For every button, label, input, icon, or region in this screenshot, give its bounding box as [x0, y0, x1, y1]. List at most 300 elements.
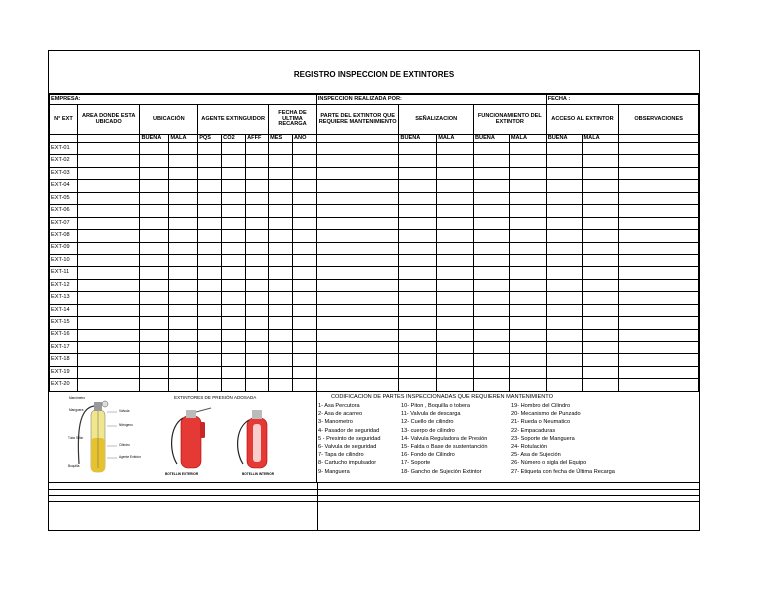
table-cell[interactable] — [399, 167, 437, 179]
table-cell[interactable] — [169, 155, 198, 167]
table-cell[interactable] — [546, 279, 582, 291]
table-cell[interactable] — [509, 254, 546, 266]
table-cell[interactable] — [582, 180, 619, 192]
table-cell[interactable] — [582, 217, 619, 229]
table-cell[interactable] — [546, 192, 582, 204]
table-cell[interactable] — [246, 342, 269, 354]
table-cell[interactable] — [509, 366, 546, 378]
table-cell[interactable] — [293, 242, 317, 254]
table-cell[interactable] — [437, 143, 474, 155]
table-cell[interactable] — [140, 217, 169, 229]
table-cell[interactable] — [619, 317, 699, 329]
table-cell[interactable] — [169, 143, 198, 155]
table-cell[interactable] — [293, 342, 317, 354]
table-cell[interactable] — [269, 155, 293, 167]
table-cell[interactable] — [509, 267, 546, 279]
table-cell[interactable] — [437, 267, 474, 279]
table-cell[interactable] — [582, 167, 619, 179]
table-cell[interactable] — [619, 267, 699, 279]
table-cell[interactable] — [509, 292, 546, 304]
table-cell[interactable] — [546, 354, 582, 366]
table-cell[interactable] — [509, 317, 546, 329]
table-cell[interactable] — [222, 167, 246, 179]
table-cell[interactable] — [473, 230, 509, 242]
table-cell[interactable] — [399, 279, 437, 291]
table-cell[interactable] — [77, 379, 140, 391]
table-cell[interactable] — [399, 379, 437, 391]
table-cell[interactable] — [198, 230, 222, 242]
table-cell[interactable] — [473, 242, 509, 254]
table-cell[interactable] — [509, 242, 546, 254]
table-cell[interactable] — [619, 342, 699, 354]
table-cell[interactable] — [246, 292, 269, 304]
table-cell[interactable] — [140, 254, 169, 266]
table-cell[interactable] — [222, 155, 246, 167]
table-cell[interactable] — [169, 304, 198, 316]
table-cell[interactable] — [316, 366, 399, 378]
table-cell[interactable] — [619, 155, 699, 167]
table-cell[interactable] — [437, 217, 474, 229]
table-cell[interactable] — [293, 217, 317, 229]
table-cell[interactable] — [437, 342, 474, 354]
table-cell[interactable] — [473, 205, 509, 217]
table-cell[interactable] — [77, 217, 140, 229]
table-cell[interactable] — [293, 292, 317, 304]
table-cell[interactable] — [169, 192, 198, 204]
table-cell[interactable] — [169, 354, 198, 366]
table-cell[interactable] — [473, 317, 509, 329]
table-cell[interactable] — [316, 342, 399, 354]
table-cell[interactable] — [140, 205, 169, 217]
table-cell[interactable] — [316, 155, 399, 167]
table-cell[interactable] — [198, 304, 222, 316]
table-cell[interactable] — [246, 366, 269, 378]
table-cell[interactable] — [77, 317, 140, 329]
table-cell[interactable] — [246, 317, 269, 329]
table-cell[interactable] — [269, 304, 293, 316]
table-cell[interactable] — [316, 317, 399, 329]
table-cell[interactable] — [619, 292, 699, 304]
table-cell[interactable] — [546, 366, 582, 378]
table-cell[interactable] — [582, 329, 619, 341]
table-cell[interactable] — [316, 217, 399, 229]
table-cell[interactable] — [198, 292, 222, 304]
table-cell[interactable] — [546, 317, 582, 329]
table-cell[interactable] — [246, 304, 269, 316]
table-cell[interactable] — [582, 230, 619, 242]
table-cell[interactable] — [509, 354, 546, 366]
table-cell[interactable] — [546, 342, 582, 354]
table-cell[interactable] — [473, 143, 509, 155]
table-cell[interactable] — [619, 379, 699, 391]
table-cell[interactable] — [169, 292, 198, 304]
table-cell[interactable] — [473, 279, 509, 291]
table-cell[interactable] — [169, 379, 198, 391]
table-cell[interactable] — [473, 366, 509, 378]
table-cell[interactable] — [169, 317, 198, 329]
table-cell[interactable] — [293, 143, 317, 155]
table-cell[interactable] — [582, 354, 619, 366]
table-cell[interactable] — [169, 366, 198, 378]
table-cell[interactable] — [509, 304, 546, 316]
table-cell[interactable] — [473, 217, 509, 229]
table-cell[interactable] — [246, 279, 269, 291]
table-cell[interactable] — [198, 192, 222, 204]
table-cell[interactable] — [582, 192, 619, 204]
table-cell[interactable] — [140, 267, 169, 279]
table-cell[interactable] — [293, 379, 317, 391]
table-cell[interactable] — [582, 254, 619, 266]
table-cell[interactable] — [619, 230, 699, 242]
table-cell[interactable] — [399, 180, 437, 192]
table-cell[interactable] — [140, 279, 169, 291]
table-cell[interactable] — [509, 279, 546, 291]
table-cell[interactable] — [619, 354, 699, 366]
table-cell[interactable] — [509, 155, 546, 167]
table-cell[interactable] — [546, 180, 582, 192]
table-cell[interactable] — [437, 155, 474, 167]
table-cell[interactable] — [269, 292, 293, 304]
table-cell[interactable] — [316, 279, 399, 291]
table-cell[interactable] — [619, 254, 699, 266]
table-cell[interactable] — [293, 354, 317, 366]
table-cell[interactable] — [198, 155, 222, 167]
table-cell[interactable] — [619, 304, 699, 316]
table-cell[interactable] — [140, 354, 169, 366]
table-cell[interactable] — [246, 205, 269, 217]
table-cell[interactable] — [546, 230, 582, 242]
table-cell[interactable] — [222, 317, 246, 329]
table-cell[interactable] — [509, 379, 546, 391]
table-cell[interactable] — [619, 205, 699, 217]
table-cell[interactable] — [293, 366, 317, 378]
table-cell[interactable] — [399, 205, 437, 217]
table-cell[interactable] — [269, 366, 293, 378]
table-cell[interactable] — [169, 167, 198, 179]
table-cell[interactable] — [269, 143, 293, 155]
table-cell[interactable] — [546, 155, 582, 167]
table-cell[interactable] — [546, 242, 582, 254]
table-cell[interactable] — [77, 155, 140, 167]
table-cell[interactable] — [293, 254, 317, 266]
table-cell[interactable] — [582, 279, 619, 291]
table-cell[interactable] — [509, 230, 546, 242]
table-cell[interactable] — [473, 354, 509, 366]
table-cell[interactable] — [399, 292, 437, 304]
table-cell[interactable] — [198, 354, 222, 366]
table-cell[interactable] — [293, 329, 317, 341]
table-cell[interactable] — [77, 304, 140, 316]
table-cell[interactable] — [246, 379, 269, 391]
table-cell[interactable] — [509, 205, 546, 217]
table-cell[interactable] — [619, 143, 699, 155]
table-cell[interactable] — [169, 205, 198, 217]
table-cell[interactable] — [509, 329, 546, 341]
table-cell[interactable] — [399, 342, 437, 354]
table-cell[interactable] — [169, 267, 198, 279]
table-cell[interactable] — [473, 329, 509, 341]
table-cell[interactable] — [269, 329, 293, 341]
table-cell[interactable] — [222, 242, 246, 254]
table-cell[interactable] — [399, 317, 437, 329]
table-cell[interactable] — [437, 167, 474, 179]
table-cell[interactable] — [473, 304, 509, 316]
table-cell[interactable] — [399, 217, 437, 229]
table-cell[interactable] — [619, 217, 699, 229]
table-cell[interactable] — [316, 304, 399, 316]
table-cell[interactable] — [473, 192, 509, 204]
table-cell[interactable] — [269, 167, 293, 179]
table-cell[interactable] — [269, 342, 293, 354]
table-cell[interactable] — [399, 267, 437, 279]
table-cell[interactable] — [198, 143, 222, 155]
table-cell[interactable] — [509, 342, 546, 354]
table-cell[interactable] — [246, 254, 269, 266]
table-cell[interactable] — [437, 366, 474, 378]
table-cell[interactable] — [169, 342, 198, 354]
table-cell[interactable] — [437, 292, 474, 304]
table-cell[interactable] — [222, 217, 246, 229]
table-cell[interactable] — [269, 267, 293, 279]
table-cell[interactable] — [140, 167, 169, 179]
table-cell[interactable] — [198, 317, 222, 329]
table-cell[interactable] — [140, 292, 169, 304]
table-cell[interactable] — [140, 192, 169, 204]
table-cell[interactable] — [619, 167, 699, 179]
table-cell[interactable] — [198, 217, 222, 229]
table-cell[interactable] — [222, 329, 246, 341]
table-cell[interactable] — [437, 230, 474, 242]
table-cell[interactable] — [399, 329, 437, 341]
table-cell[interactable] — [246, 230, 269, 242]
table-cell[interactable] — [437, 180, 474, 192]
table-cell[interactable] — [437, 279, 474, 291]
table-cell[interactable] — [77, 342, 140, 354]
table-cell[interactable] — [293, 180, 317, 192]
table-cell[interactable] — [316, 230, 399, 242]
table-cell[interactable] — [222, 304, 246, 316]
table-cell[interactable] — [316, 379, 399, 391]
table-cell[interactable] — [437, 317, 474, 329]
table-cell[interactable] — [437, 354, 474, 366]
table-cell[interactable] — [222, 292, 246, 304]
table-cell[interactable] — [509, 180, 546, 192]
table-cell[interactable] — [222, 366, 246, 378]
table-cell[interactable] — [293, 317, 317, 329]
table-cell[interactable] — [316, 292, 399, 304]
table-cell[interactable] — [546, 254, 582, 266]
table-cell[interactable] — [77, 366, 140, 378]
table-cell[interactable] — [198, 167, 222, 179]
table-cell[interactable] — [77, 254, 140, 266]
table-cell[interactable] — [619, 329, 699, 341]
table-cell[interactable] — [316, 354, 399, 366]
table-cell[interactable] — [269, 254, 293, 266]
table-cell[interactable] — [473, 292, 509, 304]
table-cell[interactable] — [198, 267, 222, 279]
table-cell[interactable] — [222, 379, 246, 391]
table-cell[interactable] — [140, 329, 169, 341]
table-cell[interactable] — [473, 155, 509, 167]
table-cell[interactable] — [169, 279, 198, 291]
table-cell[interactable] — [198, 279, 222, 291]
table-cell[interactable] — [546, 292, 582, 304]
table-cell[interactable] — [169, 254, 198, 266]
table-cell[interactable] — [473, 267, 509, 279]
table-cell[interactable] — [140, 230, 169, 242]
table-cell[interactable] — [399, 192, 437, 204]
table-cell[interactable] — [140, 143, 169, 155]
table-cell[interactable] — [269, 279, 293, 291]
table-cell[interactable] — [246, 354, 269, 366]
table-cell[interactable] — [546, 329, 582, 341]
table-cell[interactable] — [198, 242, 222, 254]
table-cell[interactable] — [169, 230, 198, 242]
table-cell[interactable] — [246, 242, 269, 254]
table-cell[interactable] — [169, 217, 198, 229]
table-cell[interactable] — [582, 155, 619, 167]
table-cell[interactable] — [77, 167, 140, 179]
table-cell[interactable] — [293, 192, 317, 204]
table-cell[interactable] — [316, 267, 399, 279]
table-cell[interactable] — [169, 242, 198, 254]
table-cell[interactable] — [293, 205, 317, 217]
table-cell[interactable] — [473, 342, 509, 354]
table-cell[interactable] — [198, 329, 222, 341]
table-cell[interactable] — [222, 342, 246, 354]
table-cell[interactable] — [169, 329, 198, 341]
table-cell[interactable] — [546, 205, 582, 217]
table-cell[interactable] — [269, 192, 293, 204]
table-cell[interactable] — [169, 180, 198, 192]
table-cell[interactable] — [399, 155, 437, 167]
table-cell[interactable] — [582, 205, 619, 217]
table-cell[interactable] — [293, 304, 317, 316]
table-cell[interactable] — [399, 354, 437, 366]
table-cell[interactable] — [77, 242, 140, 254]
table-cell[interactable] — [437, 205, 474, 217]
table-cell[interactable] — [246, 143, 269, 155]
table-cell[interactable] — [473, 167, 509, 179]
table-cell[interactable] — [77, 180, 140, 192]
table-cell[interactable] — [619, 279, 699, 291]
table-cell[interactable] — [269, 317, 293, 329]
table-cell[interactable] — [509, 143, 546, 155]
table-cell[interactable] — [269, 180, 293, 192]
table-cell[interactable] — [473, 180, 509, 192]
table-cell[interactable] — [77, 354, 140, 366]
table-cell[interactable] — [316, 180, 399, 192]
table-cell[interactable] — [140, 304, 169, 316]
table-cell[interactable] — [140, 317, 169, 329]
table-cell[interactable] — [399, 230, 437, 242]
table-cell[interactable] — [546, 379, 582, 391]
table-cell[interactable] — [293, 279, 317, 291]
table-cell[interactable] — [546, 267, 582, 279]
table-cell[interactable] — [619, 180, 699, 192]
table-cell[interactable] — [246, 329, 269, 341]
table-cell[interactable] — [473, 379, 509, 391]
table-cell[interactable] — [582, 143, 619, 155]
table-cell[interactable] — [198, 180, 222, 192]
table-cell[interactable] — [399, 366, 437, 378]
table-cell[interactable] — [140, 242, 169, 254]
table-cell[interactable] — [619, 366, 699, 378]
table-cell[interactable] — [316, 254, 399, 266]
table-cell[interactable] — [140, 342, 169, 354]
table-cell[interactable] — [316, 205, 399, 217]
table-cell[interactable] — [77, 329, 140, 341]
table-cell[interactable] — [293, 167, 317, 179]
table-cell[interactable] — [399, 143, 437, 155]
table-cell[interactable] — [77, 192, 140, 204]
table-cell[interactable] — [293, 155, 317, 167]
table-cell[interactable] — [140, 366, 169, 378]
table-cell[interactable] — [546, 217, 582, 229]
table-cell[interactable] — [246, 155, 269, 167]
table-cell[interactable] — [198, 366, 222, 378]
table-cell[interactable] — [222, 354, 246, 366]
table-cell[interactable] — [399, 304, 437, 316]
table-cell[interactable] — [269, 205, 293, 217]
table-cell[interactable] — [509, 192, 546, 204]
table-cell[interactable] — [546, 304, 582, 316]
table-cell[interactable] — [269, 242, 293, 254]
table-cell[interactable] — [77, 205, 140, 217]
table-cell[interactable] — [269, 379, 293, 391]
table-cell[interactable] — [437, 304, 474, 316]
table-cell[interactable] — [246, 180, 269, 192]
table-cell[interactable] — [509, 217, 546, 229]
table-cell[interactable] — [222, 230, 246, 242]
table-cell[interactable] — [198, 205, 222, 217]
table-cell[interactable] — [222, 279, 246, 291]
table-cell[interactable] — [582, 304, 619, 316]
table-cell[interactable] — [473, 254, 509, 266]
table-cell[interactable] — [399, 254, 437, 266]
table-cell[interactable] — [546, 167, 582, 179]
table-cell[interactable] — [582, 317, 619, 329]
table-cell[interactable] — [437, 254, 474, 266]
table-cell[interactable] — [399, 242, 437, 254]
table-cell[interactable] — [222, 267, 246, 279]
table-cell[interactable] — [269, 354, 293, 366]
table-cell[interactable] — [316, 143, 399, 155]
table-cell[interactable] — [222, 143, 246, 155]
table-cell[interactable] — [316, 167, 399, 179]
table-cell[interactable] — [582, 267, 619, 279]
table-cell[interactable] — [246, 192, 269, 204]
table-cell[interactable] — [509, 167, 546, 179]
table-cell[interactable] — [619, 192, 699, 204]
table-cell[interactable] — [140, 155, 169, 167]
table-cell[interactable] — [246, 217, 269, 229]
table-cell[interactable] — [198, 342, 222, 354]
table-cell[interactable] — [582, 292, 619, 304]
table-cell[interactable] — [316, 242, 399, 254]
table-cell[interactable] — [269, 230, 293, 242]
table-cell[interactable] — [246, 267, 269, 279]
table-cell[interactable] — [77, 143, 140, 155]
table-cell[interactable] — [77, 279, 140, 291]
table-cell[interactable] — [140, 180, 169, 192]
table-cell[interactable] — [582, 342, 619, 354]
table-cell[interactable] — [77, 230, 140, 242]
table-cell[interactable] — [546, 143, 582, 155]
table-cell[interactable] — [582, 366, 619, 378]
table-cell[interactable] — [222, 180, 246, 192]
table-cell[interactable] — [222, 205, 246, 217]
